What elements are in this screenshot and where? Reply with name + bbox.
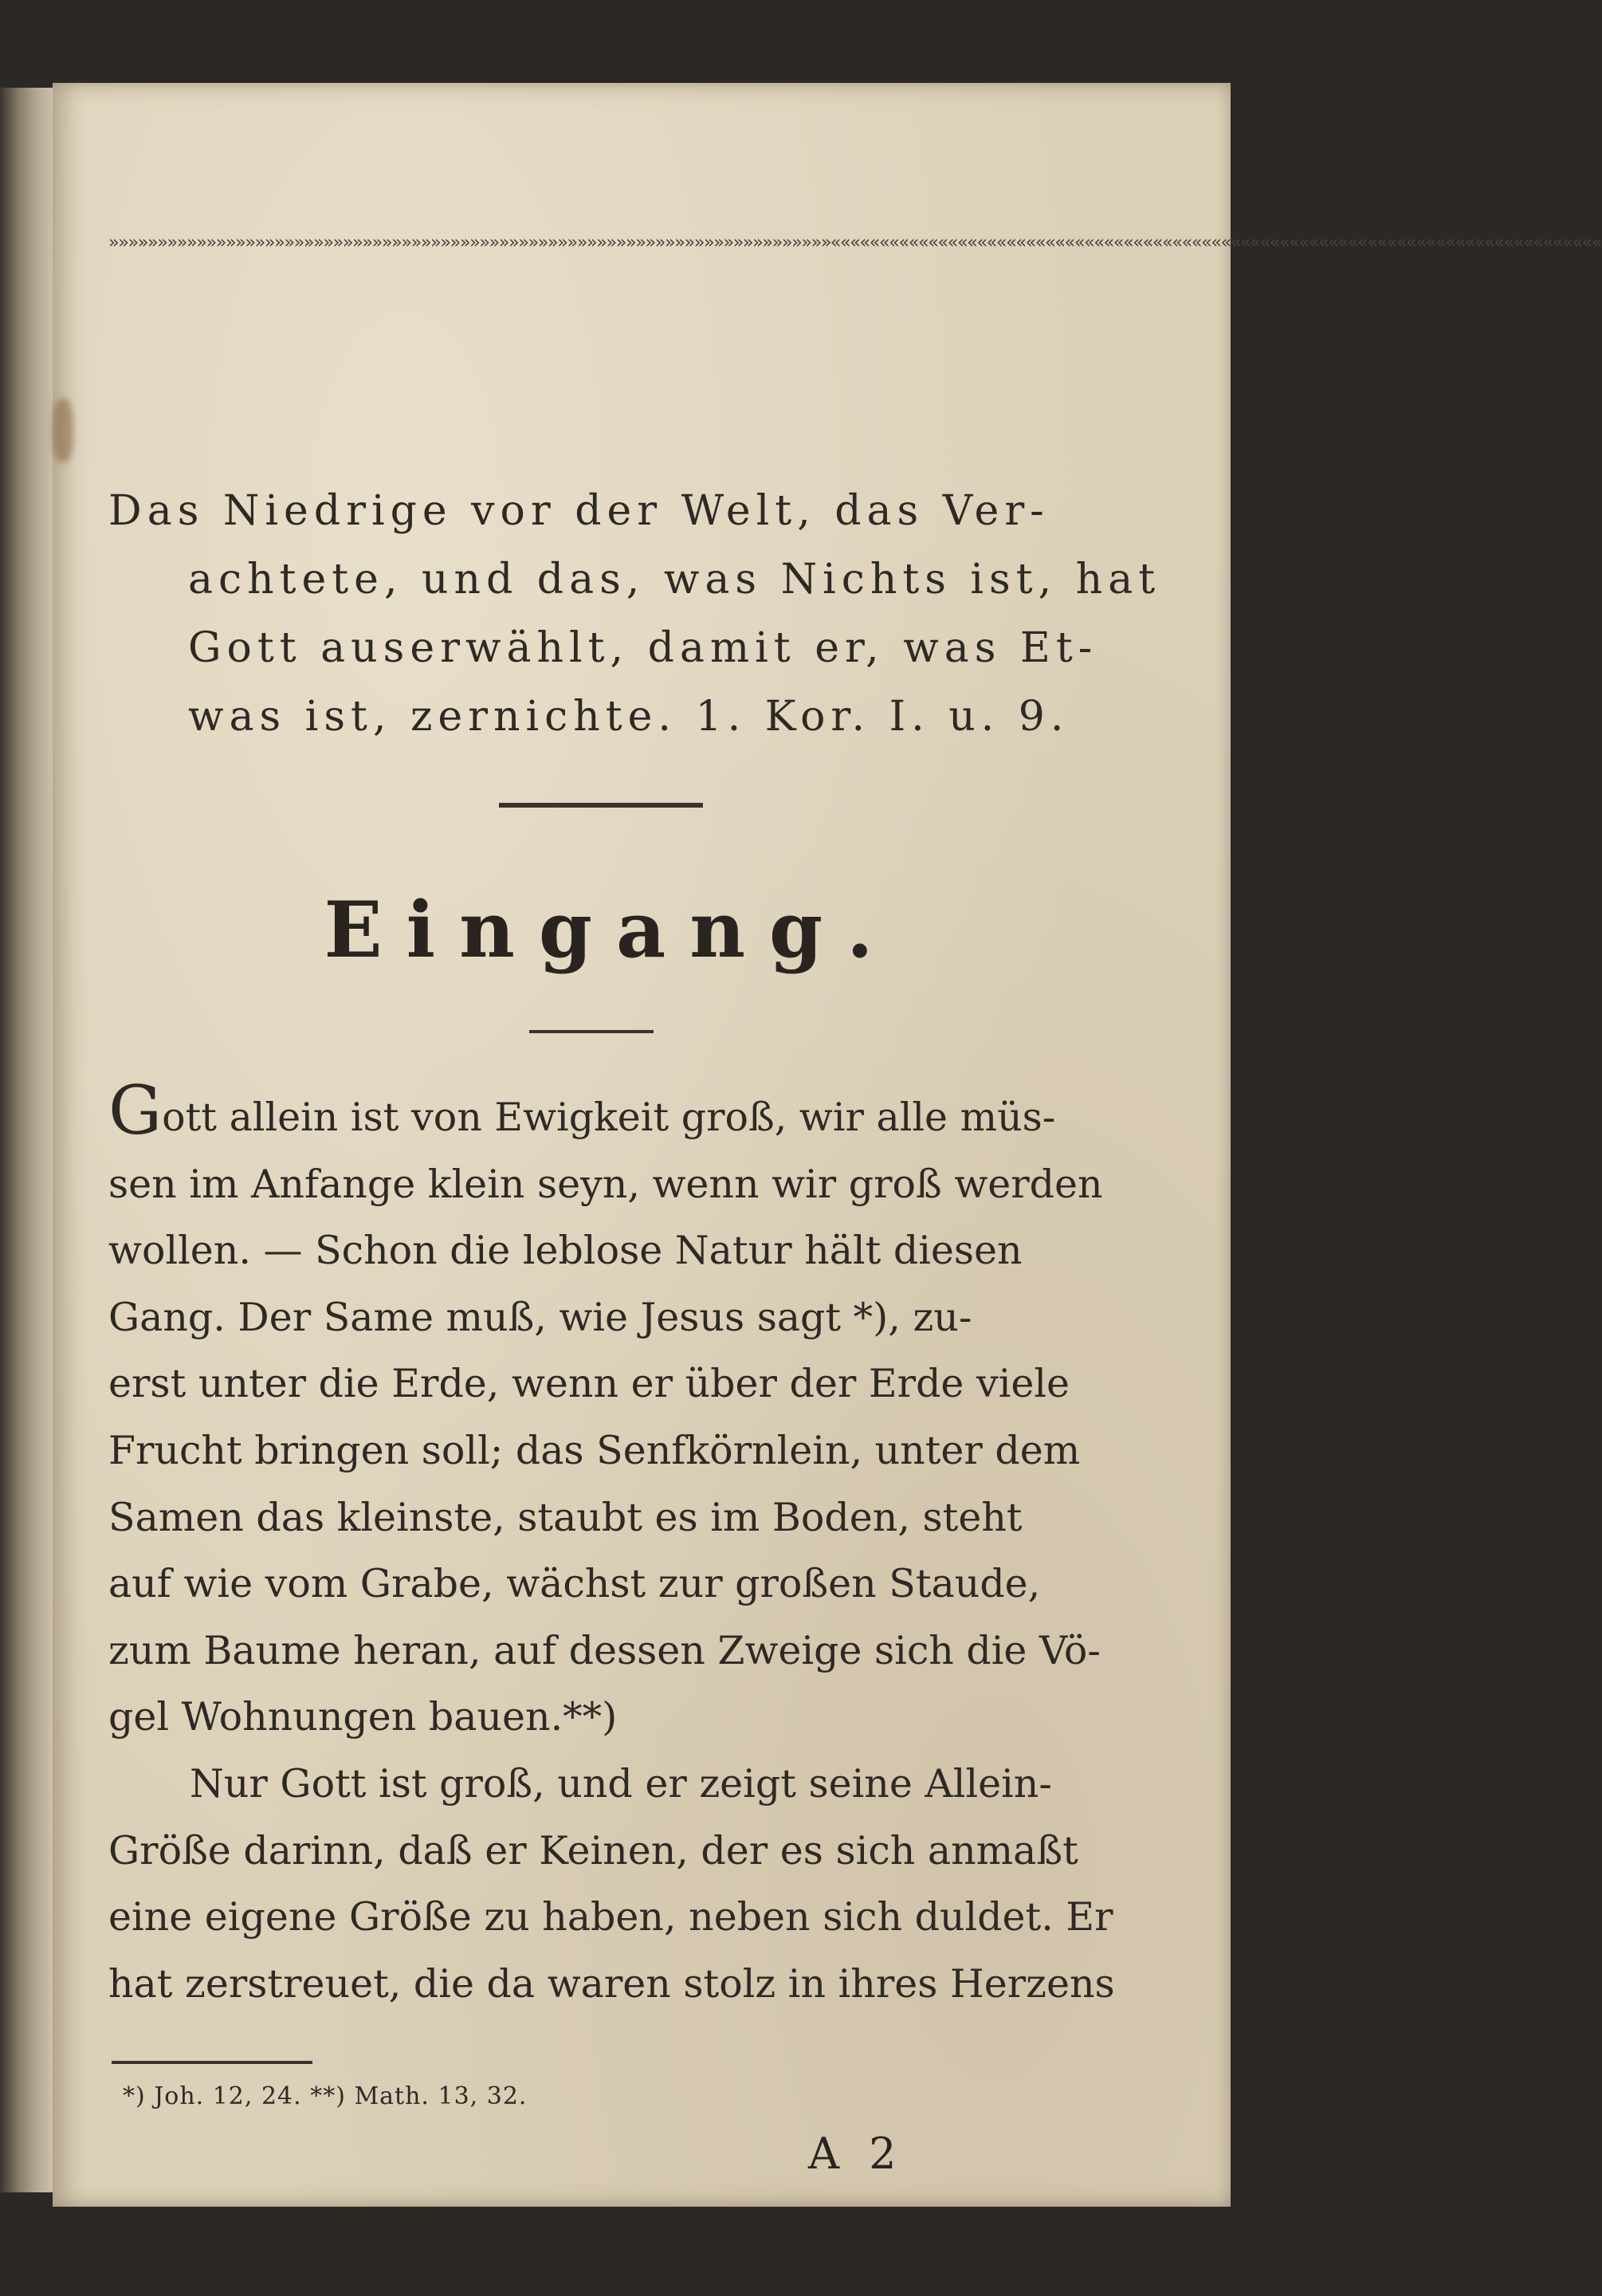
- body-line: eine eigene Größe zu haben, neben sich duldet. Er: [108, 1894, 1113, 1940]
- motto-line: was ist, zernichte. 1. Kor. I. u. 9.: [188, 693, 1070, 741]
- body-line-text: ott allein ist von Ewigkeit groß, wir alle müs-: [162, 1095, 1056, 1140]
- motto-line: achtete, und das, was Nichts ist, hat: [188, 556, 1161, 603]
- body-line: erst unter die Erde, wenn er über der Erde viele: [108, 1361, 1070, 1407]
- footnote-rule: [112, 2061, 312, 2064]
- footnote: *) Joh. 12, 24. **) Math. 13, 32.: [123, 2082, 528, 2110]
- body-line: gel Wohnungen bauen.**): [108, 1694, 618, 1740]
- body-line: wollen. — Schon die leblose Natur hält diesen: [108, 1228, 1023, 1274]
- motto-line: Das Niedrige vor der Welt, das Ver-: [108, 487, 1050, 535]
- page-stain: [53, 399, 73, 462]
- body-line: zum Baume heran, auf dessen Zweige sich die Vö-: [108, 1627, 1101, 1673]
- signature-mark: A 2: [808, 2129, 905, 2179]
- body-line: Gang. Der Same muß, wie Jesus sagt *), zu-: [108, 1294, 972, 1340]
- body-text: [108, 1071, 1115, 2017]
- body-line: Samen das kleinste, staubt es im Boden, steht: [108, 1494, 1023, 1540]
- body-line: auf wie vom Grabe, wächst zur großen Staude,: [108, 1561, 1041, 1607]
- body-line: sen im Anfange klein seyn, wenn wir groß werden: [108, 1161, 1103, 1207]
- body-line: Größe darinn, daß er Keinen, der es sich anmaßt: [108, 1827, 1078, 1873]
- motto-line: Gott auserwählt, damit er, was Et-: [188, 624, 1098, 672]
- body-line-first: [108, 1071, 1113, 1151]
- divider-rule: [499, 803, 703, 808]
- body-line-paragraph-start: Nur Gott ist groß, und er zeigt seine Allein-: [190, 1760, 1052, 1807]
- initial-letter: G: [108, 1071, 163, 1150]
- motto-quote: [108, 477, 1161, 751]
- body-line: Frucht bringen soll; das Senfkörnlein, unter dem: [108, 1427, 1081, 1473]
- body-line: hat zerstreuet, die da waren stolz in ihres Herzens: [108, 1960, 1115, 2007]
- chapter-heading: Eingang.: [324, 885, 897, 975]
- divider-rule: [529, 1030, 654, 1033]
- adjacent-page-edge: [0, 88, 56, 2192]
- decorative-ornament-rule: »»»»»»»»»»»»»»»»»»»»»»»»»»»»»»»»»»»»»»»»»»»»»»»»»»»»»»»»»»»»»»»»»»»»»»»»»»«««««««««««««««««««««««««««««««««««««««««««««««««««««««««««««««««««««««««««««««: [108, 233, 1602, 253]
